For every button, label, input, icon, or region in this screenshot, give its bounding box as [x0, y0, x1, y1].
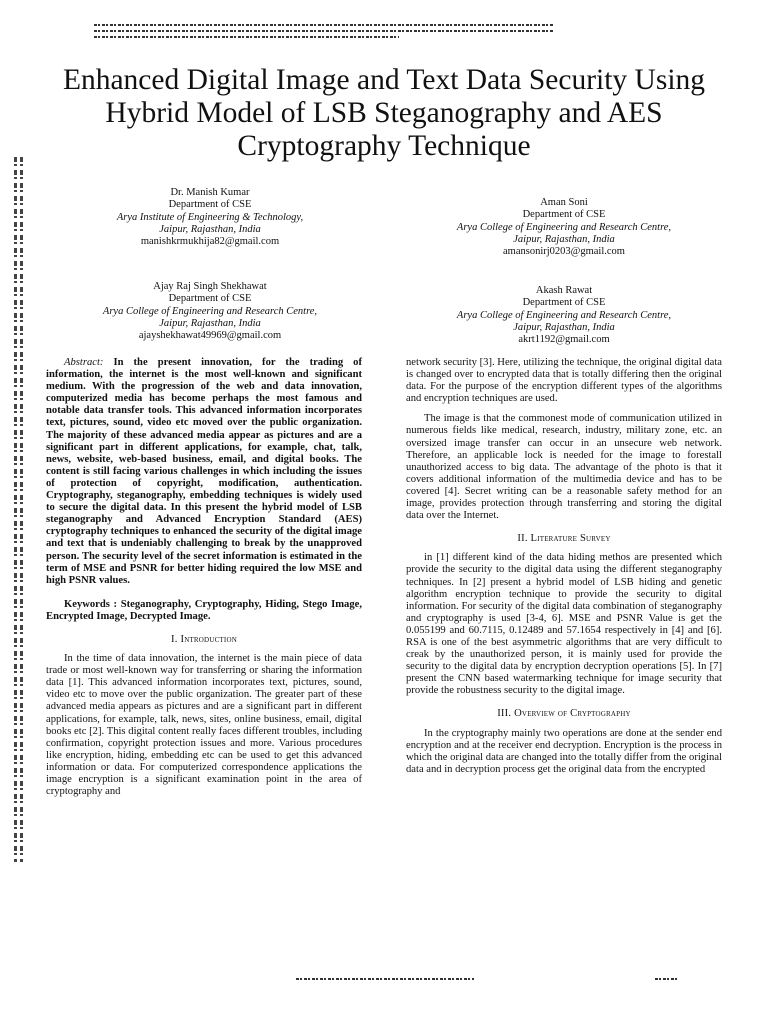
author-block-4: [434, 285, 694, 346]
author-email: manishkrmukhija82@gmail.com: [140, 236, 280, 248]
paper-title: Enhanced Digital Image and Text Data Security Using Hybrid Model of LSB Steganography and AES Cryptography Technique: [62, 64, 706, 162]
cryptography-heading: III. Overview of Cryptography: [497, 708, 631, 720]
author-name: Dr. Manish Kumar: [170, 187, 250, 198]
page-number-garbled: [655, 978, 677, 980]
author-name: Ajay Raj Singh Shekhawat: [153, 281, 267, 292]
author-affiliation: Arya Institute of Engineering & Technology,: [116, 211, 304, 223]
right-column: [406, 357, 722, 776]
introduction-heading: I. Introduction: [171, 633, 237, 645]
author-location: Jaipur, Rajasthan, India: [159, 223, 261, 235]
author-affiliation: Arya College of Engineering and Research Centre,: [456, 309, 672, 321]
left-column: [46, 357, 362, 798]
cryptography-paragraph: In the cryptography mainly two operations are done at the sender end encryption and at the receiver end decryption. Encryption is the process in which the original data are changed into the totally differ from the original data and in decryption process get the original data from the encrypted: [406, 727, 722, 775]
author-location: Jaipur, Rajasthan, India: [159, 317, 261, 329]
author-dept: Department of CSE: [522, 209, 606, 221]
left-margin-garbled-text: [13, 157, 25, 862]
keywords: Keywords : Steganography, Cryptography, Hiding, Stego Image, Encrypted Image, Decrypted Image.: [46, 598, 362, 622]
author-dept: Department of CSE: [168, 199, 252, 211]
author-block-3: [80, 281, 340, 342]
author-location: Jaipur, Rajasthan, India: [513, 321, 615, 333]
author-email: ajayshekhawat49969@gmail.com: [138, 330, 282, 342]
abstract-label: Abstract:: [64, 357, 104, 368]
abstract-text: In the present innovation, for the trading of information, the internet is the most well-known and significant medium. With the progression of the web and data innovation, computerized media has become perhaps the most famous and notable data transfer tools. This advanced information incorporates text, pictures, sound, video etc moved over the public organization. The majority of these advanced media appear as pictures and are a significant part in different applications, for example, chat, talk, news, website, web-based business, email, and digital books. The content is still facing various challenges in which including the issues of protection of copyright, modification, authentication. Cryptography, steganography, embedding techniques is widely used to secure the digital data. In this present the hybrid model of LSB steganography and Advanced Encryption Standard (AES) cryptography techniques to enhanced the security of the digital image and text that is undeniably challenging to break by the unapproved person. The security level of the secret information is estimated in the term of MSE and PSNR for better hiding required the low MSE and high PSNR values.: [46, 357, 362, 586]
author-dept: Department of CSE: [522, 297, 606, 309]
author-block-1: [80, 187, 340, 248]
footer-garbled-text: [296, 978, 474, 980]
author-dept: Department of CSE: [168, 293, 252, 305]
author-name: Akash Rawat: [535, 285, 593, 296]
body-paragraph: The image is that the commonest mode of communication utilized in numerous fields like medical, research, industry, military zone, etc. an oversized image transfer can occur in an unsecure web network. Therefore, an applicable lock is needed for the image to forestall unauthorized access to big data. The advantage of the photo is that it covers additional information of the multimedia device and has to be covered [4]. Secret writing can be a reasonable safety method for an image, provides protection through transferring and storing the digital data over the Internet.: [406, 413, 722, 522]
abstract: [46, 357, 362, 587]
author-email: amansonirj0203@gmail.com: [503, 246, 625, 258]
literature-survey-heading: II. Literature Survey: [517, 533, 611, 545]
header-garbled-text: [94, 20, 554, 48]
author-location: Jaipur, Rajasthan, India: [513, 233, 615, 245]
author-block-2: [434, 197, 694, 258]
introduction-paragraph: In the time of data innovation, the internet is the main piece of data trade or most well-known way for transferring or sharing the information data [1]. This advanced information incorporates text, pictures, sound, video etc to move over the public organization. The greater part of these advanced media appears as pictures and are a significant part in different applications, for example, talk, news, sites, online business, email, digital books etc [2]. This digital content really faces different troubles, including confirmation, copyright protection issues and more. Various procedures like encryption, hiding, embedding etc can be used to get this advanced information or data. For computerized correspondence applications the image encryption is a significant examination point in the area of cryptography and: [46, 653, 362, 798]
author-email: akrt1192@gmail.com: [518, 334, 610, 346]
author-affiliation: Arya College of Engineering and Research Centre,: [456, 221, 672, 233]
literature-paragraph: in [1] different kind of the data hiding methos are presented which provide the security to the digital data using the different steganography techniques. In [2] present a hybrid model of LSB hiding and genetic algorithm encryption technique to provide the security to digital information. For security of the digital data combination of steganography and cryptography is used [3-4, 6]. MSE and PSNR Value is get the 0.055199 and 60.7115, 0.12489 and 57.1654 respectively in [4] and [6]. RSA is one of the best asymmetric algorithms that are very difficult to creak by the unauthorized person, it is mainly used for provide the security to the digital data by encryption decryption operations [5]. In [7] present the CNN based watermarking technique for image security that provide the robustness security to the digital image.: [406, 552, 722, 697]
author-affiliation: Arya College of Engineering and Research Centre,: [102, 305, 318, 317]
author-name: Aman Soni: [540, 197, 588, 208]
body-paragraph: network security [3]. Here, utilizing the technique, the original digital data is changed over to encrypted data that is totally differing then the original data. For the purpose of the encryption different types of the algorithms and encryption techniques are used.: [406, 357, 722, 405]
